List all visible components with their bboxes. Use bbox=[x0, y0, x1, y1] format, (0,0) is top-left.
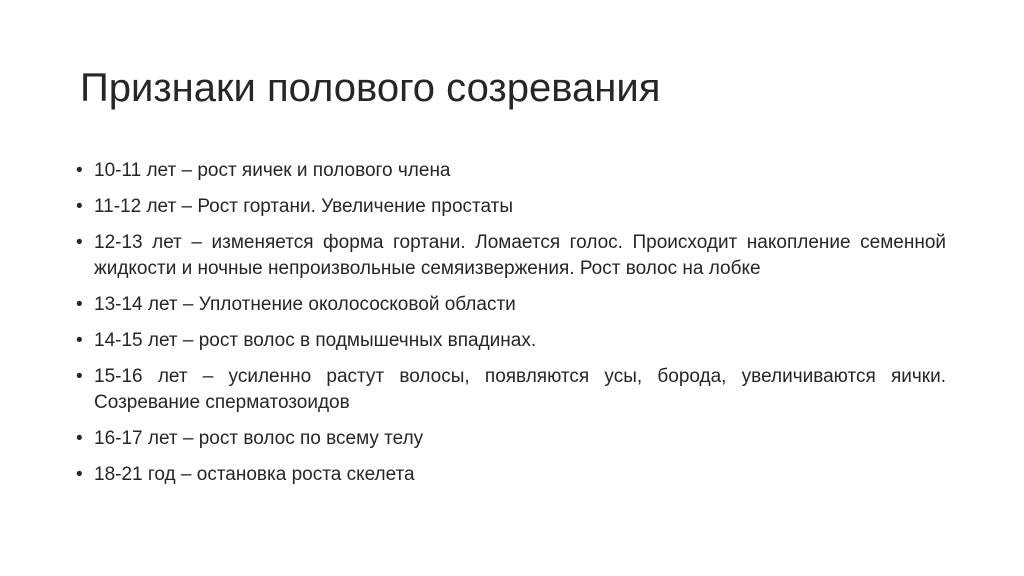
list-item bbox=[74, 364, 946, 416]
bullet-icon: • bbox=[76, 464, 83, 485]
slide-title: Признаки полового созревания bbox=[80, 66, 661, 110]
list-item-text: 12-13 лет – изменяется форма гортани. Ломается голос. Происходит накопление семенной жидкости и ночные непроизвольные семяизвержения. Рост волос на лобке bbox=[94, 232, 946, 279]
bullet-icon: • bbox=[76, 330, 83, 351]
list-item bbox=[74, 292, 946, 318]
bullet-icon: • bbox=[76, 232, 83, 253]
list-item bbox=[74, 194, 946, 220]
list-item bbox=[74, 328, 946, 354]
list-item-text: 16-17 лет – рост волос по всему телу bbox=[94, 428, 424, 449]
bullet-icon: • bbox=[76, 294, 83, 315]
list-item-text: 11-12 лет – Рост гортани. Увеличение простаты bbox=[94, 196, 514, 217]
bullet-icon: • bbox=[76, 160, 83, 181]
list-item bbox=[74, 230, 946, 282]
list-item-text: 14-15 лет – рост волос в подмышечных впадинах. bbox=[94, 330, 537, 351]
bullet-icon: • bbox=[76, 196, 83, 217]
bullet-icon: • bbox=[76, 428, 83, 449]
list-item-text: 15-16 лет – усиленно растут волосы, появляются усы, борода, увеличиваются яички. Созревание сперматозоидов bbox=[94, 366, 946, 413]
bullet-icon: • bbox=[76, 366, 83, 387]
list-item-text: 18-21 год – остановка роста скелета bbox=[94, 464, 415, 485]
list-item bbox=[74, 426, 946, 452]
list-item-text: 13-14 лет – Уплотнение околососковой области bbox=[94, 294, 516, 315]
bullet-list bbox=[74, 158, 946, 498]
list-item bbox=[74, 462, 946, 488]
list-item bbox=[74, 158, 946, 184]
list-item-text: 10-11 лет – рост яичек и полового члена bbox=[94, 160, 451, 181]
